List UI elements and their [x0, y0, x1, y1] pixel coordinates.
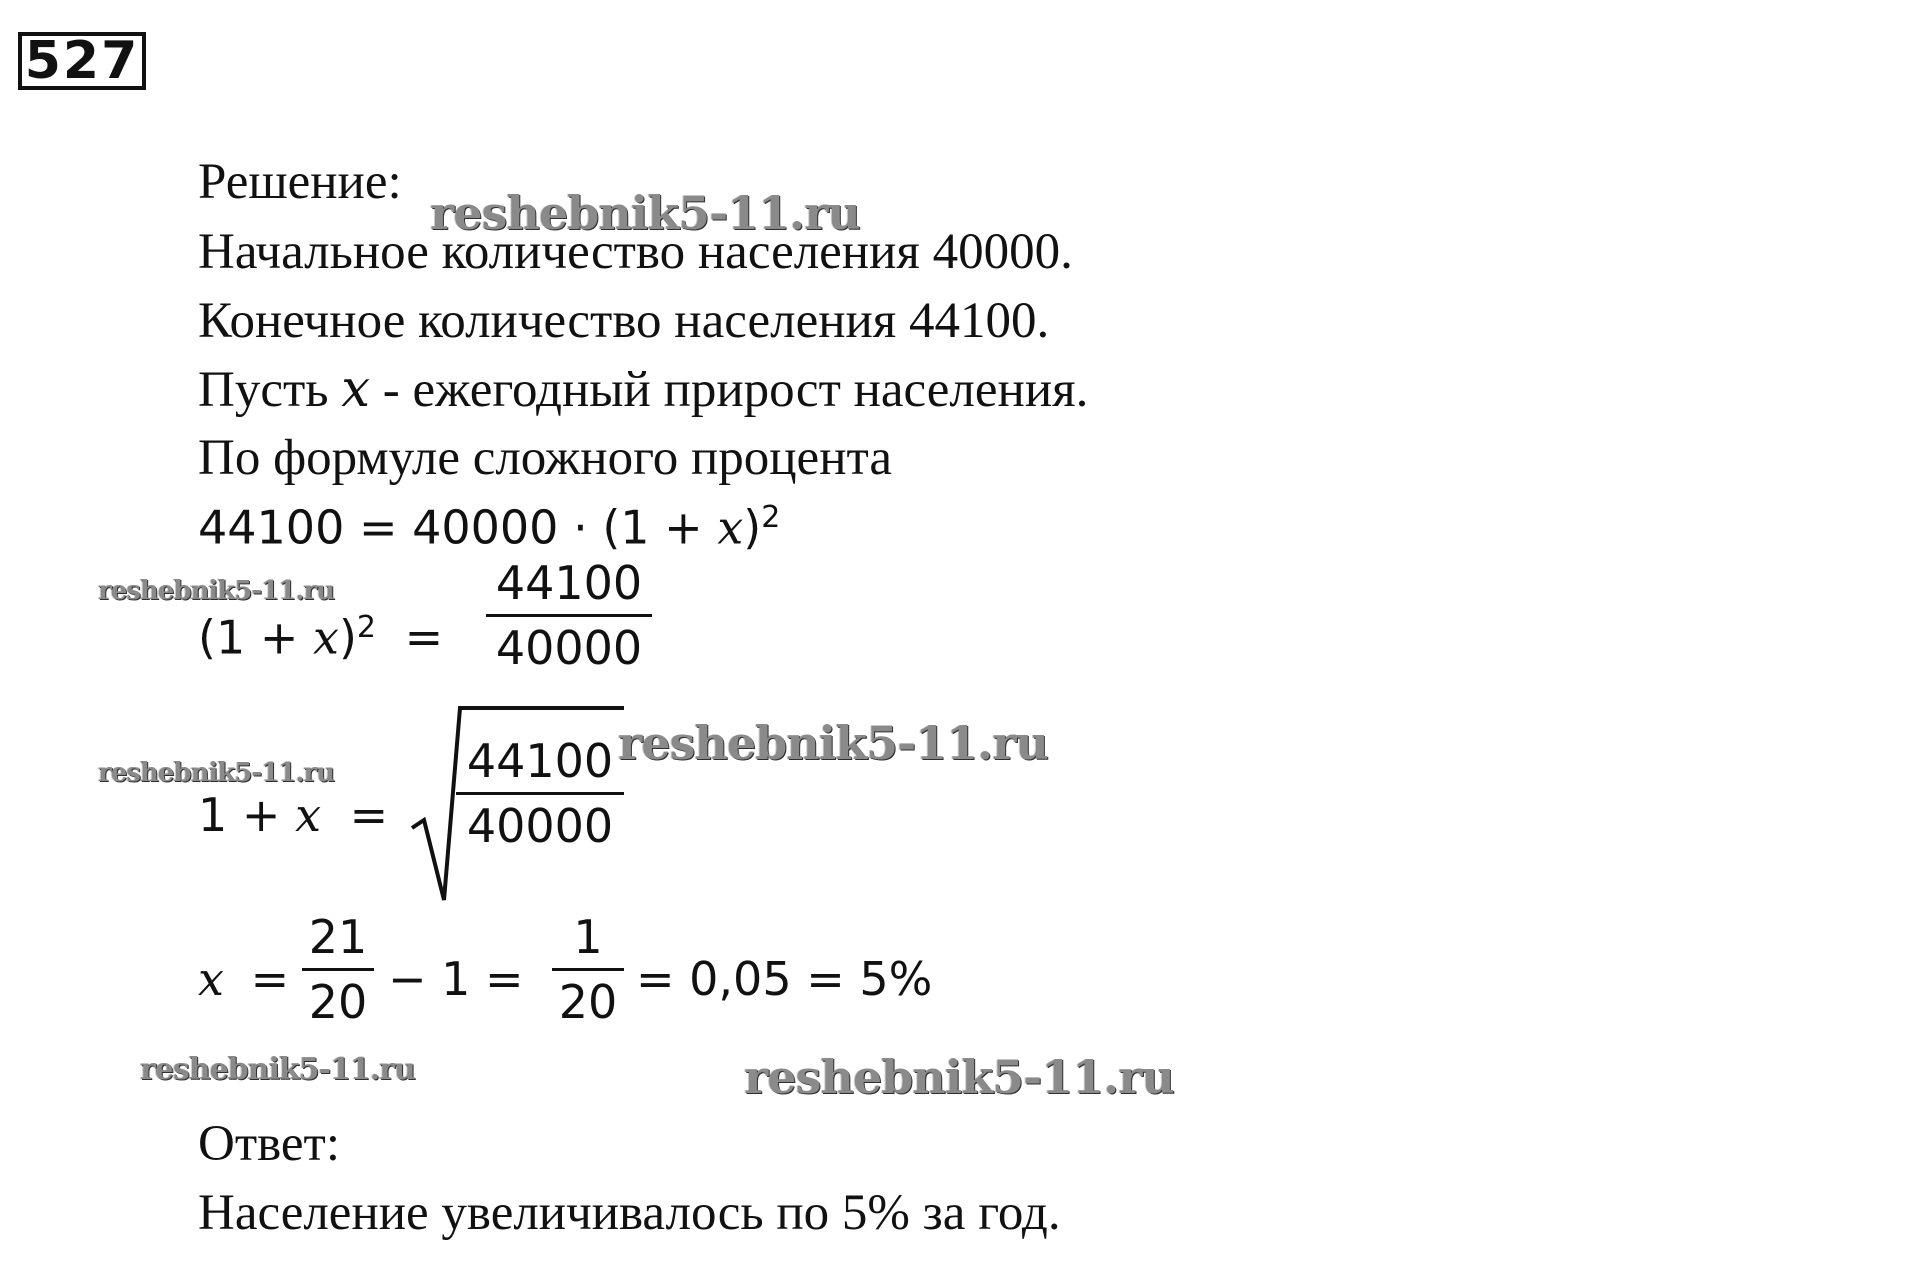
eq2-fraction-bar: [486, 614, 652, 617]
eq4-fraction-2: [552, 912, 624, 1027]
eq1-left: 44100 = 40000 · (1 +: [198, 500, 718, 555]
eq3-left: 1 +: [198, 788, 296, 842]
let-suffix: - ежегодный прирост населения.: [382, 362, 1089, 418]
equation-result: [198, 952, 289, 1006]
solution-label: Решение:: [198, 154, 402, 210]
eq4-fraction-1: [302, 912, 374, 1027]
eq3-denominator: 40000: [466, 799, 614, 853]
eq4-denominator-2: 20: [558, 975, 618, 1029]
eq2-var: x: [313, 610, 339, 665]
watermark-2: reshebnik5-11.ru: [98, 576, 335, 606]
let-variable: x: [341, 360, 371, 419]
equation-root: [198, 788, 388, 842]
watermark-6: reshebnik5-11.ru: [744, 1050, 1174, 1104]
eq1-var: x: [717, 500, 744, 555]
equation-compound-interest: [198, 500, 780, 554]
initial-population-line: Начальное количество населения 40000.: [198, 224, 1073, 280]
eq2-numerator: 44100: [495, 556, 643, 610]
eq2-exp: 2: [356, 610, 376, 645]
eq4-numerator-2: 1: [573, 910, 603, 964]
eq2-equals: =: [404, 610, 444, 665]
watermark-1: reshebnik5-11.ru: [430, 186, 860, 240]
eq2-close: ): [338, 610, 357, 665]
eq3-fraction: [456, 736, 624, 851]
eq4-numerator-1: 21: [308, 910, 368, 964]
eq4-var: x: [198, 952, 224, 1006]
answer-label: Ответ:: [198, 1116, 340, 1172]
watermark-4: reshebnik5-11.ru: [98, 758, 335, 788]
eq4-fraction-bar-1: [302, 968, 374, 971]
watermark-5: reshebnik5-11.ru: [140, 1052, 415, 1087]
answer-text: Население увеличивалось по 5% за год.: [198, 1185, 1061, 1241]
equation-square: [198, 610, 443, 664]
eq4-denominator-1: 20: [308, 975, 368, 1029]
eq4-middle: − 1 =: [388, 952, 524, 1006]
eq3-fraction-bar: [456, 792, 624, 795]
eq3-var: x: [295, 788, 322, 842]
problem-number: 527: [18, 32, 146, 90]
eq2-open: (1 +: [198, 610, 313, 665]
eq2-fraction: [486, 558, 652, 673]
eq1-exp: 2: [761, 500, 781, 535]
eq3-equals: =: [349, 788, 389, 842]
final-population-line: Конечное количество населения 44100.: [198, 293, 1050, 349]
formula-intro-line: По формуле сложного процента: [198, 430, 893, 486]
eq4-equals: =: [250, 952, 290, 1006]
eq3-numerator: 44100: [466, 734, 614, 788]
watermark-3: reshebnik5-11.ru: [618, 716, 1048, 770]
let-prefix: Пусть: [198, 362, 329, 418]
eq1-right: ): [743, 500, 762, 555]
eq2-denominator: 40000: [495, 621, 643, 675]
variable-definition-line: [198, 362, 1088, 418]
eq4-fraction-bar-2: [552, 968, 624, 971]
eq4-tail: = 0,05 = 5%: [636, 952, 933, 1006]
